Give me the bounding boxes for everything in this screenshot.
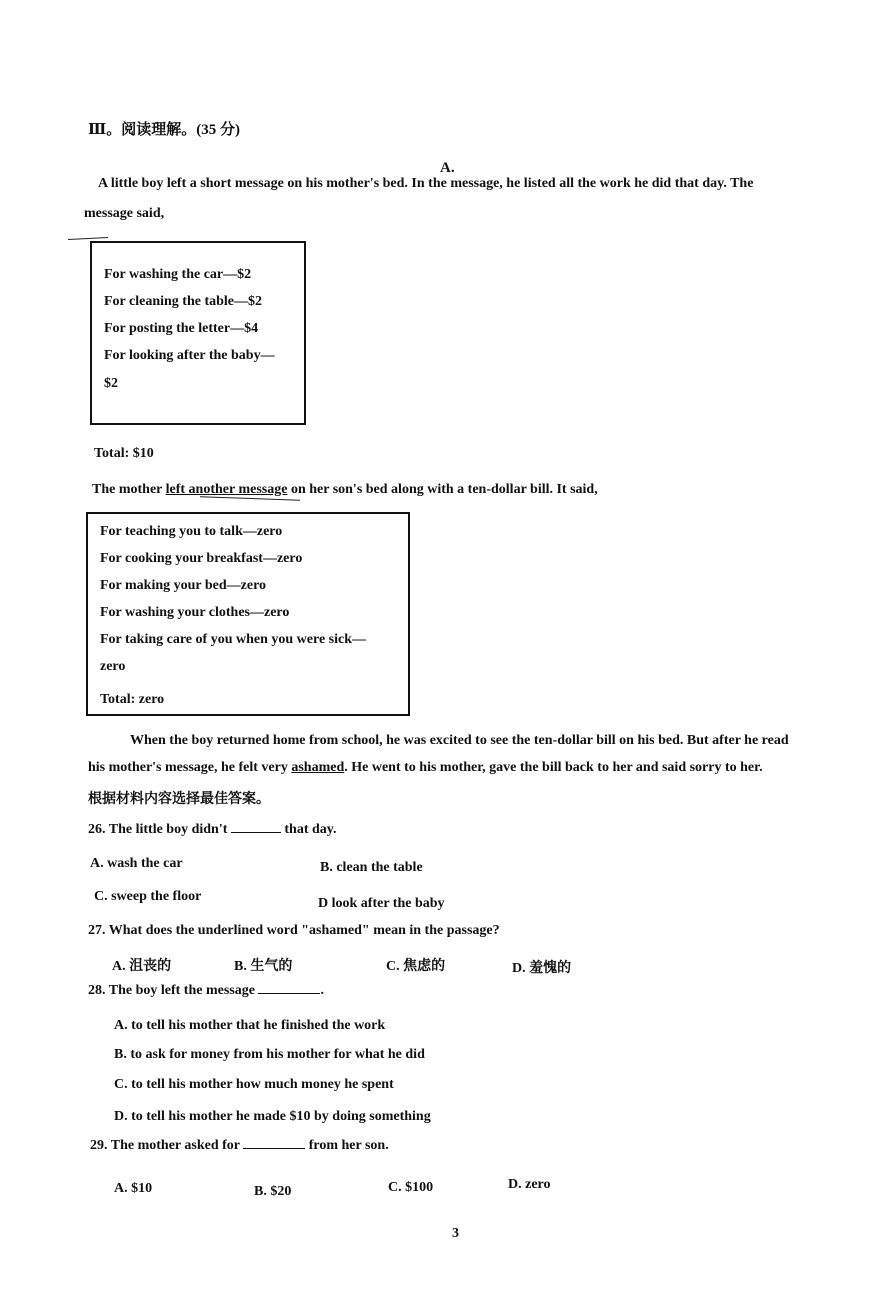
q26-option-a[interactable]: A. wash the car xyxy=(90,856,183,871)
boy-message-box xyxy=(90,241,306,425)
q27-option-c[interactable]: C. 焦虑的 xyxy=(386,959,446,974)
question-28: 28. The boy left the message . xyxy=(88,983,324,998)
q29-option-d[interactable]: D. zero xyxy=(508,1177,551,1192)
intro-line-1: A little boy left a short message on his mother's bed. In the message, he listed all the work he did that day. The xyxy=(98,176,754,191)
q27-option-a[interactable]: A. 沮丧的 xyxy=(112,959,172,974)
intro-line-2: message said, xyxy=(84,206,165,221)
boy-message-line: For posting the letter—$4 xyxy=(104,321,259,336)
closing-line-1: When the boy returned home from school, he was excited to see the ten-dollar bill on his bed. But after he read xyxy=(130,733,789,748)
boy-message-line: For washing the car—$2 xyxy=(104,267,252,282)
pen-mark xyxy=(68,237,108,240)
boy-message-line: $2 xyxy=(104,376,118,391)
q27-option-b[interactable]: B. 生气的 xyxy=(234,959,293,974)
q27-option-d[interactable]: D. 羞愧的 xyxy=(512,961,572,976)
question-27: 27. What does the underlined word "ashamed" mean in the passage? xyxy=(88,923,500,938)
mother-message-line: For making your bed—zero xyxy=(100,578,267,593)
q28-option-d[interactable]: D. to tell his mother he made $10 by doing something xyxy=(114,1109,431,1124)
q26-option-b[interactable]: B. clean the table xyxy=(320,860,423,875)
mother-message-line: Total: zero xyxy=(100,692,165,707)
boy-total: Total: $10 xyxy=(94,446,154,461)
mother-message-line: zero xyxy=(100,659,126,674)
mother-message-line: For taking care of you when you were sick— xyxy=(100,632,366,647)
q28-option-a[interactable]: A. to tell his mother that he finished the work xyxy=(114,1018,386,1033)
boy-message-line: For looking after the baby— xyxy=(104,348,275,363)
boy-message-line: For cleaning the table—$2 xyxy=(104,294,263,309)
q28-option-c[interactable]: C. to tell his mother how much money he spent xyxy=(114,1077,394,1092)
q29-option-b[interactable]: B. $20 xyxy=(254,1184,292,1199)
mother-message-box xyxy=(86,512,410,716)
closing-line-2: his mother's message, he felt very ashamed. He went to his mother, gave the bill back to her and said sorry to her. xyxy=(88,760,763,775)
mother-intro: The mother left another message on her son's bed along with a ten-dollar bill. It said, xyxy=(92,482,598,497)
q29-option-c[interactable]: C. $100 xyxy=(388,1180,434,1195)
q26-option-d[interactable]: D look after the baby xyxy=(318,896,445,911)
question-26: 26. The little boy didn't that day. xyxy=(88,822,337,837)
page-number: 3 xyxy=(452,1226,459,1241)
mother-message-line: For cooking your breakfast—zero xyxy=(100,551,303,566)
question-29: 29. The mother asked for from her son. xyxy=(90,1138,389,1153)
section-title: Ⅲ。阅读理解。(35 分) xyxy=(88,122,241,138)
q29-option-a[interactable]: A. $10 xyxy=(114,1181,153,1196)
q26-option-c[interactable]: C. sweep the floor xyxy=(94,889,202,904)
passage-label: A. xyxy=(440,160,455,176)
mother-message-line: For teaching you to talk—zero xyxy=(100,524,283,539)
q28-option-b[interactable]: B. to ask for money from his mother for what he did xyxy=(114,1047,425,1062)
mother-message-line: For washing your clothes—zero xyxy=(100,605,290,620)
instruction: 根据材料内容选择最佳答案。 xyxy=(88,792,270,807)
